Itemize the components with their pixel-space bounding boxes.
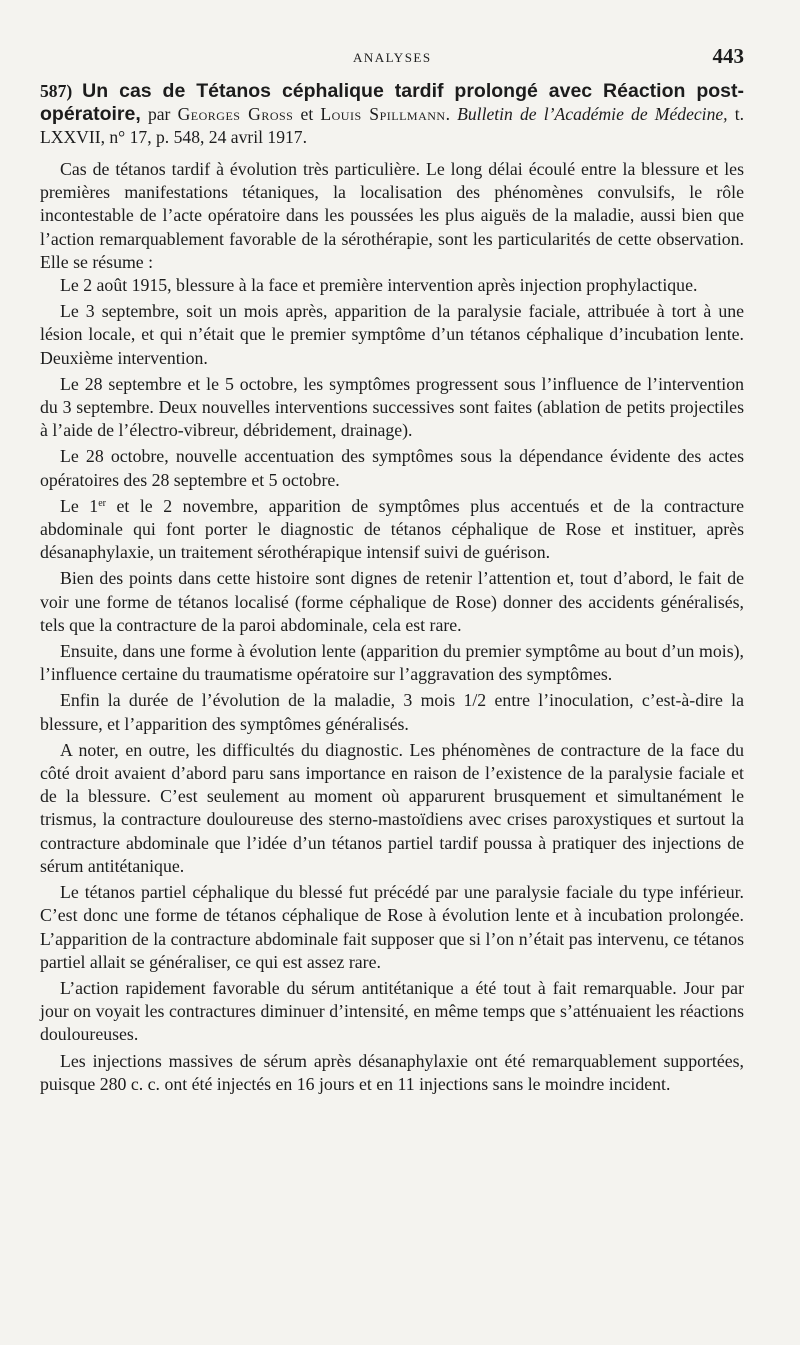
paragraph: Ensuite, dans une forme à évolution lente (apparition du premier symptôme au bout d’un mois), l’influence certaine du traumatisme opératoire sur l’aggravation des symptômes. (40, 641, 744, 685)
running-title: ANALYSES (353, 50, 432, 65)
page-number: 443 (712, 44, 744, 68)
paragraph: Le tétanos partiel céphalique du blessé fut précédé par une paralysie faciale du type inférieur. C’est donc une forme de tétanos céphalique de Rose à évolution lente et à incubation prolongée. L’apparition de la contracture abdominale fait supposer que si l’on n’était pas intervenu, ce tétanos partiel allait se généraliser, ce qui est assez rare. (40, 882, 744, 972)
paragraph-novembre (40, 495, 744, 565)
journal-name: Bulletin de l’Académie de Médecine, (457, 104, 728, 124)
entry-heading (40, 80, 744, 149)
paragraph: Enfin la durée de l’évolution de la maladie, 3 mois 1/2 entre l’inoculation, c’est-à-dire la blessure, et l’apparition des symptômes généralisés. (40, 690, 744, 734)
entry-by: par (140, 104, 178, 124)
paragraph: Cas de tétanos tardif à évolution très particulière. Le long délai écoulé entre la blessure et les premières manifestations tétaniques, la localisation des phénomènes convulsifs, le rôle incontestable de l’acte opératoire dans les poussées les plus aiguës de la maladie, aussi bien que l’action remarquablement favorable de la sérothérapie, sont les particularités de cette observation. Elle se résume : (40, 159, 744, 272)
paragraph: L’action rapidement favorable du sérum antitétanique a été tout à fait remarquable. Jour par jour on voyait les contractures diminuer d’intensité, en même temps que s’atténuaient les réactions douloureuses. (40, 977, 744, 1045)
novembre-rest: et le 2 novembre, apparition de symptômes plus accentués et de la contracture abdominale qui font porter le diagnostic de tétanos céphalique de Rose et instituer, après désanaphylaxie, un traitement sérothérapique intensif suivi de guérison. (40, 495, 745, 563)
novembre-sup: er (98, 497, 106, 509)
running-head (40, 44, 744, 74)
entry-and: et (293, 104, 321, 124)
body-text (40, 158, 744, 1096)
paragraph: Le 2 août 1915, blessure à la face et première intervention après injection prophylactique. (60, 275, 698, 296)
paragraph: Le 28 octobre, nouvelle accentuation des symptômes sous la dépendance évidente des actes opératoires des 28 septembre et 5 octobre. (40, 446, 744, 490)
novembre-lead: Le 1 (60, 495, 99, 516)
entry-number: 587) (40, 81, 73, 101)
author-1: Georges Gross (177, 104, 294, 124)
paragraph: Les injections massives de sérum après désanaphylaxie ont été remarquablement supportées, puisque 280 c. c. ont été injectés en 16 jours et en 11 injections sans le moindre incident. (40, 1050, 744, 1094)
paragraph: Le 28 septembre et le 5 octobre, les symptômes progressent sous l’influence de l’intervention du 3 septembre. Deux nouvelles interventions successives sont faites (ablation de petits projectiles à l’aide de l’électro-vibreur, débridement, drainage). (40, 373, 744, 441)
entry-sep: . (445, 104, 458, 124)
paragraph: Bien des points dans cette histoire sont dignes de retenir l’attention et, tout d’abord, le fait de voir une forme de tétanos localisé (forme céphalique de Rose) donner des accidents généralisés, tels que la contracture de la paroi abdominale, cela est rare. (40, 568, 744, 635)
paragraph: A noter, en outre, les difficultés du diagnostic. Les phénomènes de contracture de la face du côté droit avaient d’abord paru sans importance en raison de l’existence de la paralysie faciale et de la blessure. C’est seulement au moment où apparurent brusquement et simultanément le trismus, la contracture douloureuse des sterno-mastoïdiens avec crises paroxystiques et surtout la contracture abdominale que l’idée d’un tétanos partiel tardif poussa à pratiquer des injections de sérum antitétanique. (40, 739, 744, 876)
author-2: Louis Spillmann (320, 104, 446, 124)
entry-title: Un cas de Tétanos céphalique tardif prolongé avec Réaction post-opératoire, (40, 80, 744, 125)
paragraph: Le 3 septembre, soit un mois après, apparition de la paralysie faciale, attribuée à tort à une lésion locale, et qui n’était que le premier symptôme d’un tétanos céphalique d’incubation lente. Deuxième intervention. (40, 301, 744, 368)
citation: t. LXXVII, n° 17, p. 548, 24 avril 1917. (40, 104, 745, 147)
